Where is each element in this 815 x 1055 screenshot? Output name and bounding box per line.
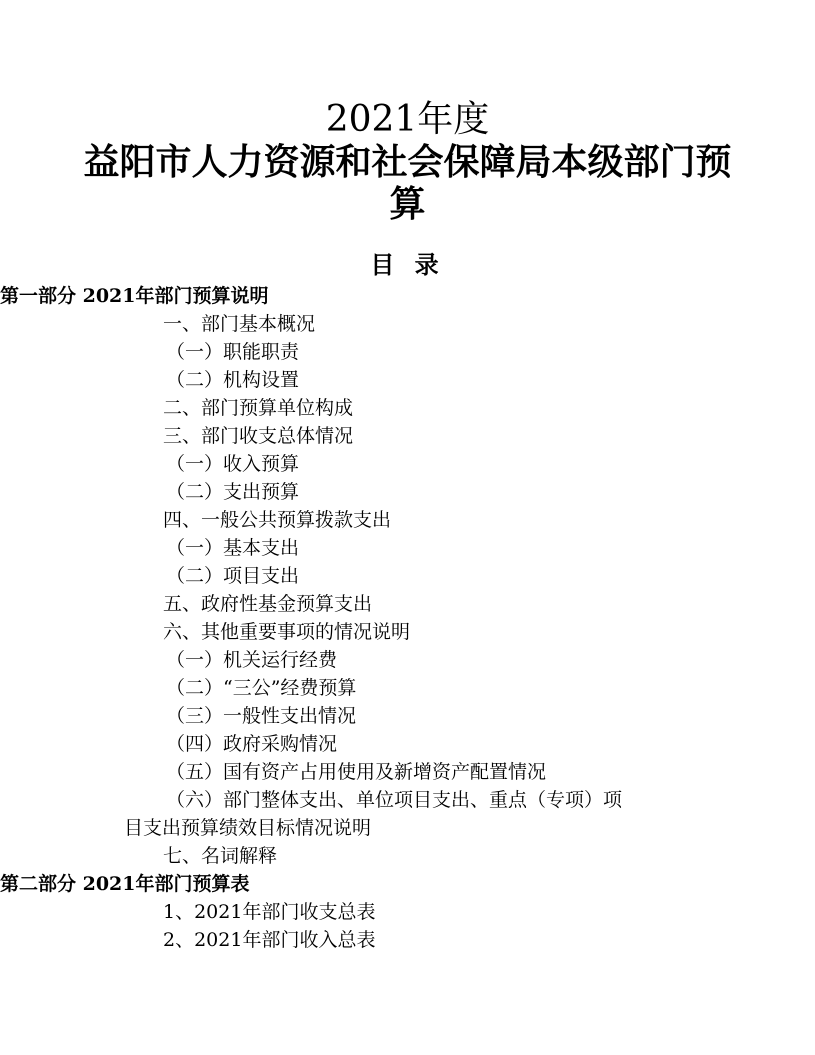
toc-item: （五）国有资产占用使用及新增资产配置情况 [166,761,547,783]
toc-item: 二、部门预算单位构成 [163,397,354,419]
toc-item: （三）一般性支出情况 [166,705,357,727]
toc-item: 第二部分 2021年部门预算表 [0,873,250,895]
toc-item: （二）支出预算 [166,481,300,503]
title-year: 2021年度 [325,99,490,140]
toc-item: 一、部门基本概况 [163,313,316,335]
toc-item: 三、部门收支总体情况 [163,425,354,447]
toc-item: （四）政府采购情况 [166,733,338,755]
toc-item: 1、2021年部门收支总表 [163,901,376,923]
toc-item: （一）收入预算 [166,453,300,475]
toc-heading: 目 录 [370,250,445,279]
toc-item: （二）项目支出 [166,565,300,587]
toc-item: （二）机构设置 [166,369,300,391]
toc-item: 目支出预算绩效目标情况说明 [124,817,372,839]
toc-item: 六、其他重要事项的情况说明 [163,621,411,643]
title-tail: 算 [389,183,426,225]
toc-item: 第一部分 2021年部门预算说明 [0,285,269,307]
toc-item: 2、2021年部门收入总表 [163,929,376,951]
toc-item: 五、政府性基金预算支出 [163,593,373,615]
toc-item: （二）“三公”经费预算 [166,677,357,699]
title-main: 益阳市人力资源和社会保障局本级部门预 [83,141,732,183]
table-of-contents [0,282,815,954]
toc-item: （六）部门整体支出、单位项目支出、重点（专项）项 [166,789,623,811]
toc-item: 七、名词解释 [163,845,278,867]
toc-item: （一）机关运行经费 [166,649,338,671]
toc-item: （一）职能职责 [166,341,300,363]
toc-item: 四、一般公共预算拨款支出 [163,509,392,531]
toc-item: （一）基本支出 [166,537,300,559]
